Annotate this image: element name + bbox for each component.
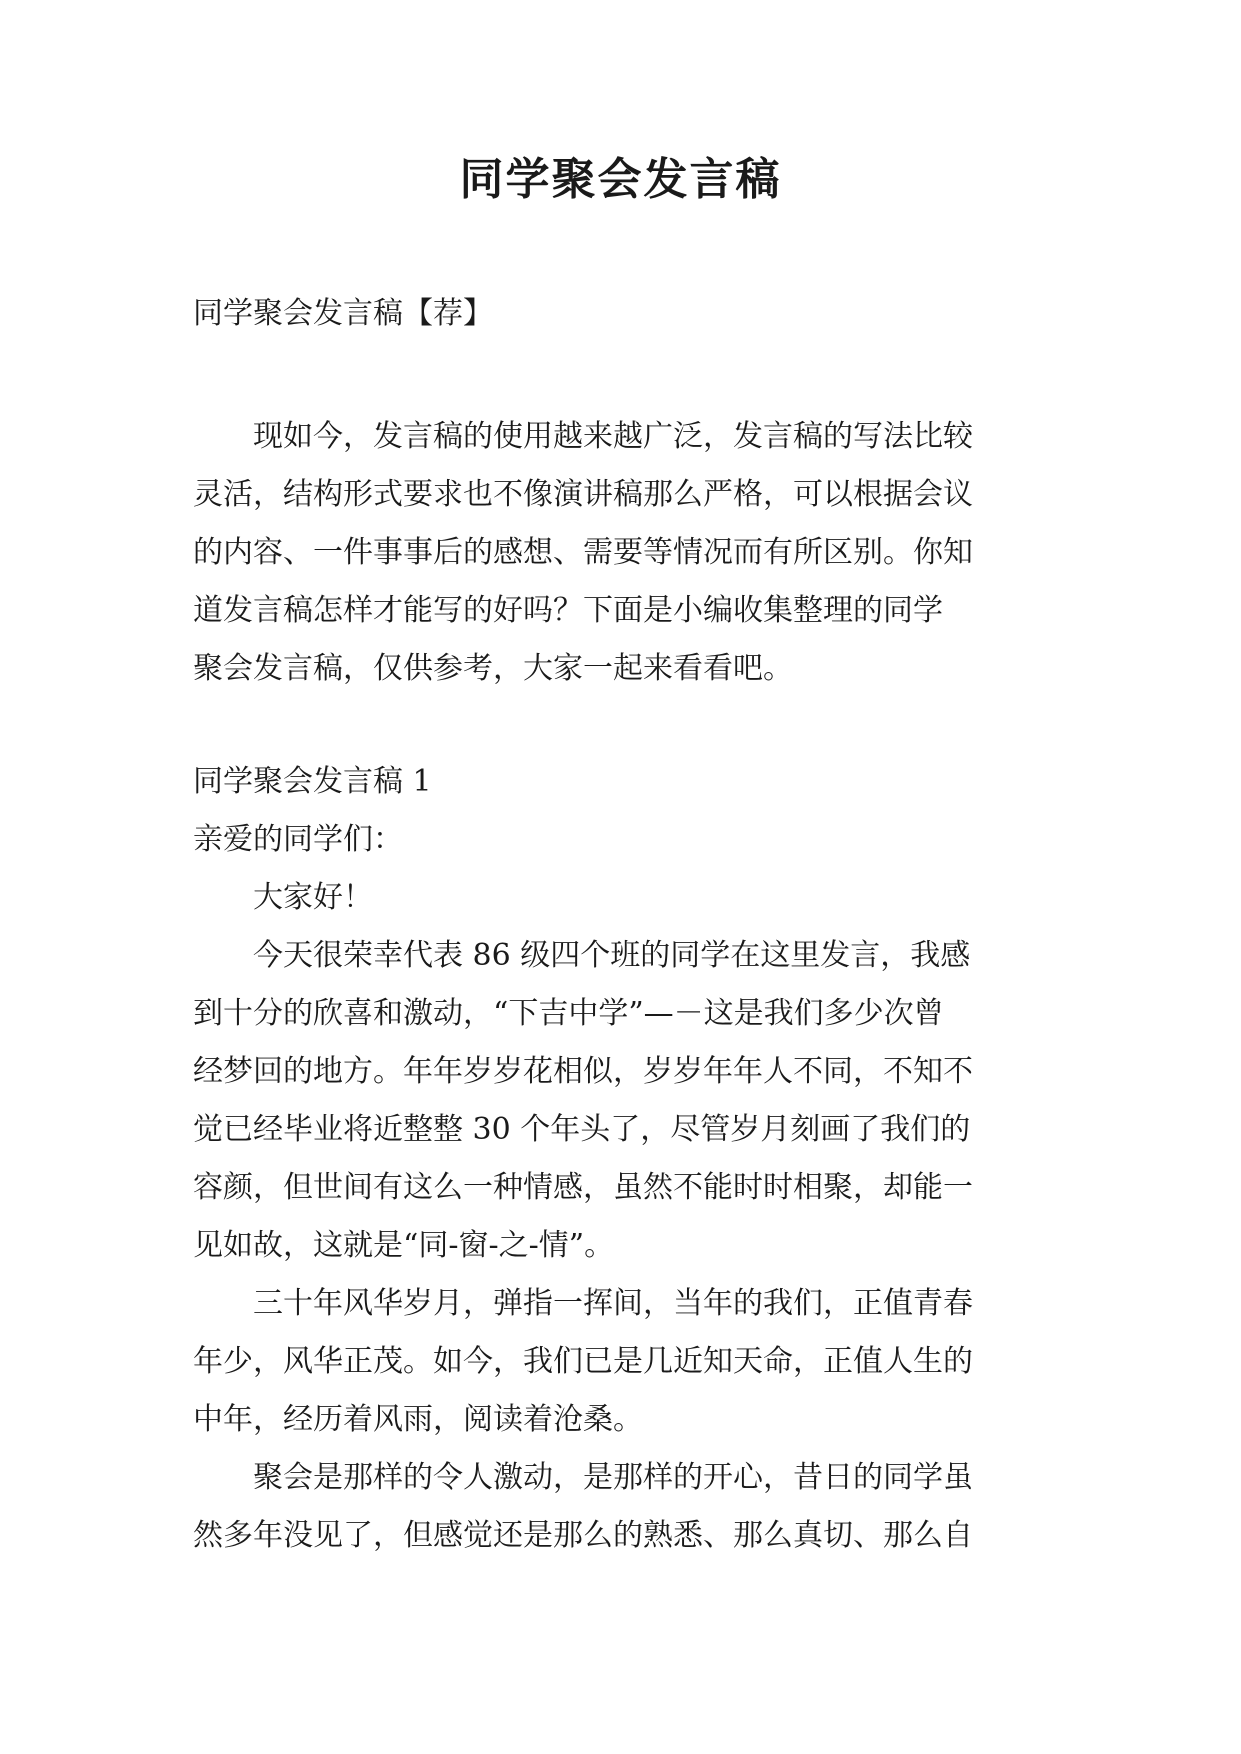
greeting: 大家好！ (193, 880, 373, 915)
spacer (193, 698, 1053, 753)
body-line: 经梦回的地方。年年岁岁花相似，岁岁年年人不同，不知不 (193, 1054, 973, 1089)
intro-line: 的内容、一件事事后的感想、需要等情况而有所区别。你知 (193, 535, 973, 570)
document-body (193, 285, 1053, 1565)
spacer (193, 343, 1053, 408)
intro-line: 灵活，结构形式要求也不像演讲稿那么严格，可以根据会议 (193, 477, 973, 512)
body-line: 聚会是那样的令人激动，是那样的开心，昔日的同学虽 (193, 1460, 973, 1495)
intro-line: 现如今，发言稿的使用越来越广泛，发言稿的写法比较 (193, 419, 973, 454)
body-line: 年少，风华正茂。如今，我们已是几近知天命，正值人生的 (193, 1344, 973, 1379)
intro-line: 道发言稿怎样才能写的好吗？下面是小编收集整理的同学 (193, 593, 943, 628)
body-line: 见如故，这就是“同-窗-之-情”。 (193, 1228, 615, 1263)
body-line: 然多年没见了，但感觉还是那么的熟悉、那么真切、那么自 (193, 1518, 973, 1553)
document-title: 同学聚会发言稿 (459, 154, 782, 205)
body-line: 觉已经毕业将近整整 30 个年头了，尽管岁月刻画了我们的 (193, 1112, 971, 1147)
section-heading: 同学聚会发言稿 1 (193, 764, 432, 799)
intro-line: 聚会发言稿，仅供参考，大家一起来看看吧。 (193, 651, 793, 686)
body-line: 三十年风华岁月，弹指一挥间，当年的我们，正值青春 (193, 1286, 973, 1321)
body-line: 今天很荣幸代表 86 级四个班的同学在这里发言，我感 (193, 938, 971, 973)
salutation: 亲爱的同学们： (193, 822, 403, 857)
document-subtitle: 同学聚会发言稿【荐】 (193, 296, 493, 331)
body-line: 中年，经历着风雨，阅读着沧桑。 (193, 1402, 643, 1437)
body-line: 容颜，但世间有这么一种情感，虽然不能时时相聚，却能一 (193, 1170, 973, 1205)
body-line: 到十分的欣喜和激动，“下吉中学”—－这是我们多少次曾 (193, 996, 944, 1031)
